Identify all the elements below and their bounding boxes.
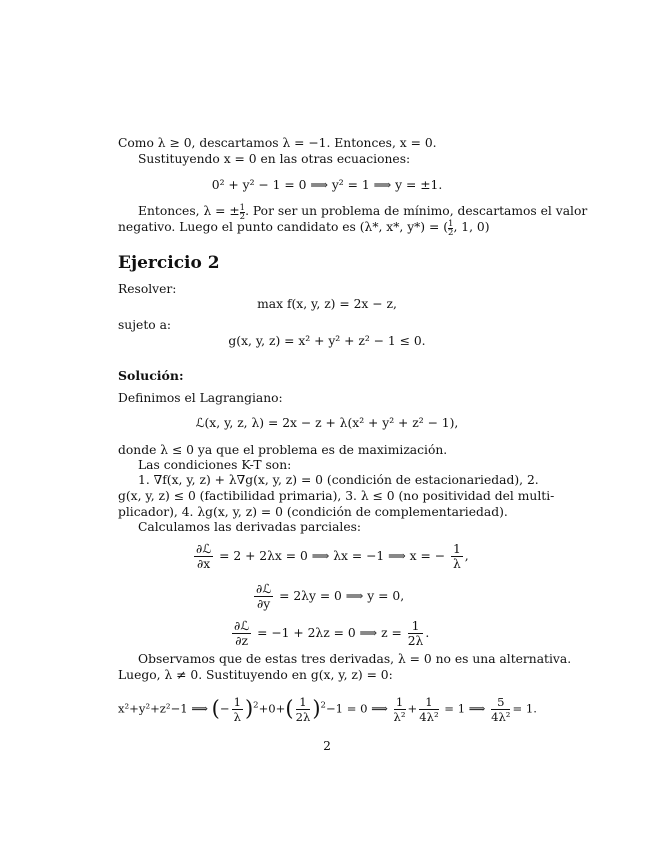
paren-open: ( [285,696,294,721]
text-span: negativo. Luego el punto candidato es (λ*, x*, y*) = ( [118,220,449,234]
fraction-numerator: 1 [394,695,406,710]
paragraph: Calculamos las derivadas parciales: [138,520,362,534]
fraction-numerator: 1 [452,542,461,556]
fraction [232,619,251,648]
paragraph: sujeto a: [118,318,172,332]
text-span: x²+y²+z²−1 ⟹ [118,701,208,716]
text-span: + [407,701,418,716]
fraction-denominator: ∂y [256,597,271,611]
paragraph [138,204,587,221]
paragraph: Observamos que de estas tres derivadas, λ = 0 no es una alternativa. [138,652,572,666]
text-span: = 2 + 2λx = 0 ⟹ λx = −1 ⟹ x = − [219,549,446,563]
fraction-denominator: λ [233,710,241,724]
text-span: , [464,549,469,563]
fraction [491,695,510,724]
fraction-denominator: 2λ [407,634,424,648]
paragraph: Definimos el Lagrangiano: [118,391,283,405]
fraction-numerator: 1 [296,695,311,710]
fraction-numerator: 1 [419,695,438,710]
text-span: +0+ [258,701,286,716]
fraction-denominator: 2 [448,228,454,238]
fraction [194,542,213,571]
text-span: − [219,701,230,716]
paragraph: Como λ ≥ 0, descartamos λ = −1. Entonces, x = 0. [118,136,437,150]
equation-dl-dy [252,582,404,611]
paragraph: g(x, y, z) ≤ 0 (factibilidad primaria), 3. λ ≤ 0 (no positividad del multi- [118,489,555,503]
equation: 0² + y² − 1 = 0 ⟹ y² = 1 ⟹ y = ±1. [211,178,443,192]
text-span: −1 = 0 ⟹ [325,701,388,716]
fraction-denominator: λ [452,557,461,571]
paragraph: Resolver: [118,282,177,296]
text-span: = 1 ⟹ [444,701,486,716]
paragraph: Luego, λ ≠ 0. Sustituyendo en g(x, y, z) = 0: [118,668,393,682]
fraction-denominator: 4λ² [491,710,511,724]
text-span: = 2λy = 0 ⟹ y = 0, [279,589,405,603]
paragraph: plicador), 4. λg(x, y, z) = 0 (condición de complementariedad). [118,505,508,519]
paragraph [118,220,490,237]
fraction [408,619,424,648]
subheading: Solución: [118,368,184,383]
fraction-denominator: 4λ² [419,710,439,724]
paragraph: Las condiciones K-T son: [138,458,292,472]
text-span: . Por ser un problema de mínimo, descartamos el valor [245,204,588,218]
paren-close: ) [312,696,321,721]
text-span: , 1, 0) [453,220,490,234]
fraction [451,542,463,571]
paren-close: ) [244,696,254,721]
text-span: Entonces, λ = ± [138,204,240,218]
fraction-numerator: 1 [239,203,246,213]
fraction [394,695,406,724]
paragraph: 1. ∇f(x, y, z) + λ∇g(x, y, z) = 0 (condición de estacionariedad), 2. [138,473,539,487]
equation-dl-dx [192,542,469,571]
paragraph: donde λ ≤ 0 ya que el problema es de maximización. [118,443,448,457]
fraction-numerator: 1 [448,219,454,229]
fraction-denominator: 2λ [295,710,311,724]
text-span: . [425,626,430,640]
fraction-denominator: 2 [239,212,246,222]
equation-final [118,695,537,724]
equation-dl-dz [230,619,429,648]
text-span: = −1 + 2λz = 0 ⟹ z = [257,626,402,640]
fraction-numerator: 5 [491,695,510,710]
fraction [232,695,243,724]
text-span: = 1. [512,701,537,716]
fraction-denominator: ∂z [235,634,249,648]
paragraph: Sustituyendo x = 0 en las otras ecuaciones: [138,152,411,166]
fraction-denominator: ∂x [196,557,211,571]
equation: max f(x, y, z) = 2x − z, [257,297,397,311]
fraction-numerator: ∂ℒ [196,542,212,556]
fraction [296,695,311,724]
document-page [118,0,588,848]
page-number: 2 [323,739,331,753]
paren-open: ( [211,696,220,721]
equation: g(x, y, z) = x² + y² + z² − 1 ≤ 0. [228,334,426,348]
fraction-numerator: ∂ℒ [256,582,272,596]
fraction [419,695,438,724]
fraction-denominator: λ² [393,710,406,724]
fraction-numerator: 1 [233,695,241,709]
exponent: 2 [253,700,259,711]
fraction [254,582,273,611]
exponent: 2 [320,700,326,711]
equation: ℒ(x, y, z, λ) = 2x − z + λ(x² + y² + z² − 1), [195,416,459,430]
section-heading: Ejercicio 2 [118,253,220,273]
fraction-numerator: 1 [408,619,424,634]
fraction-numerator: ∂ℒ [234,619,250,633]
